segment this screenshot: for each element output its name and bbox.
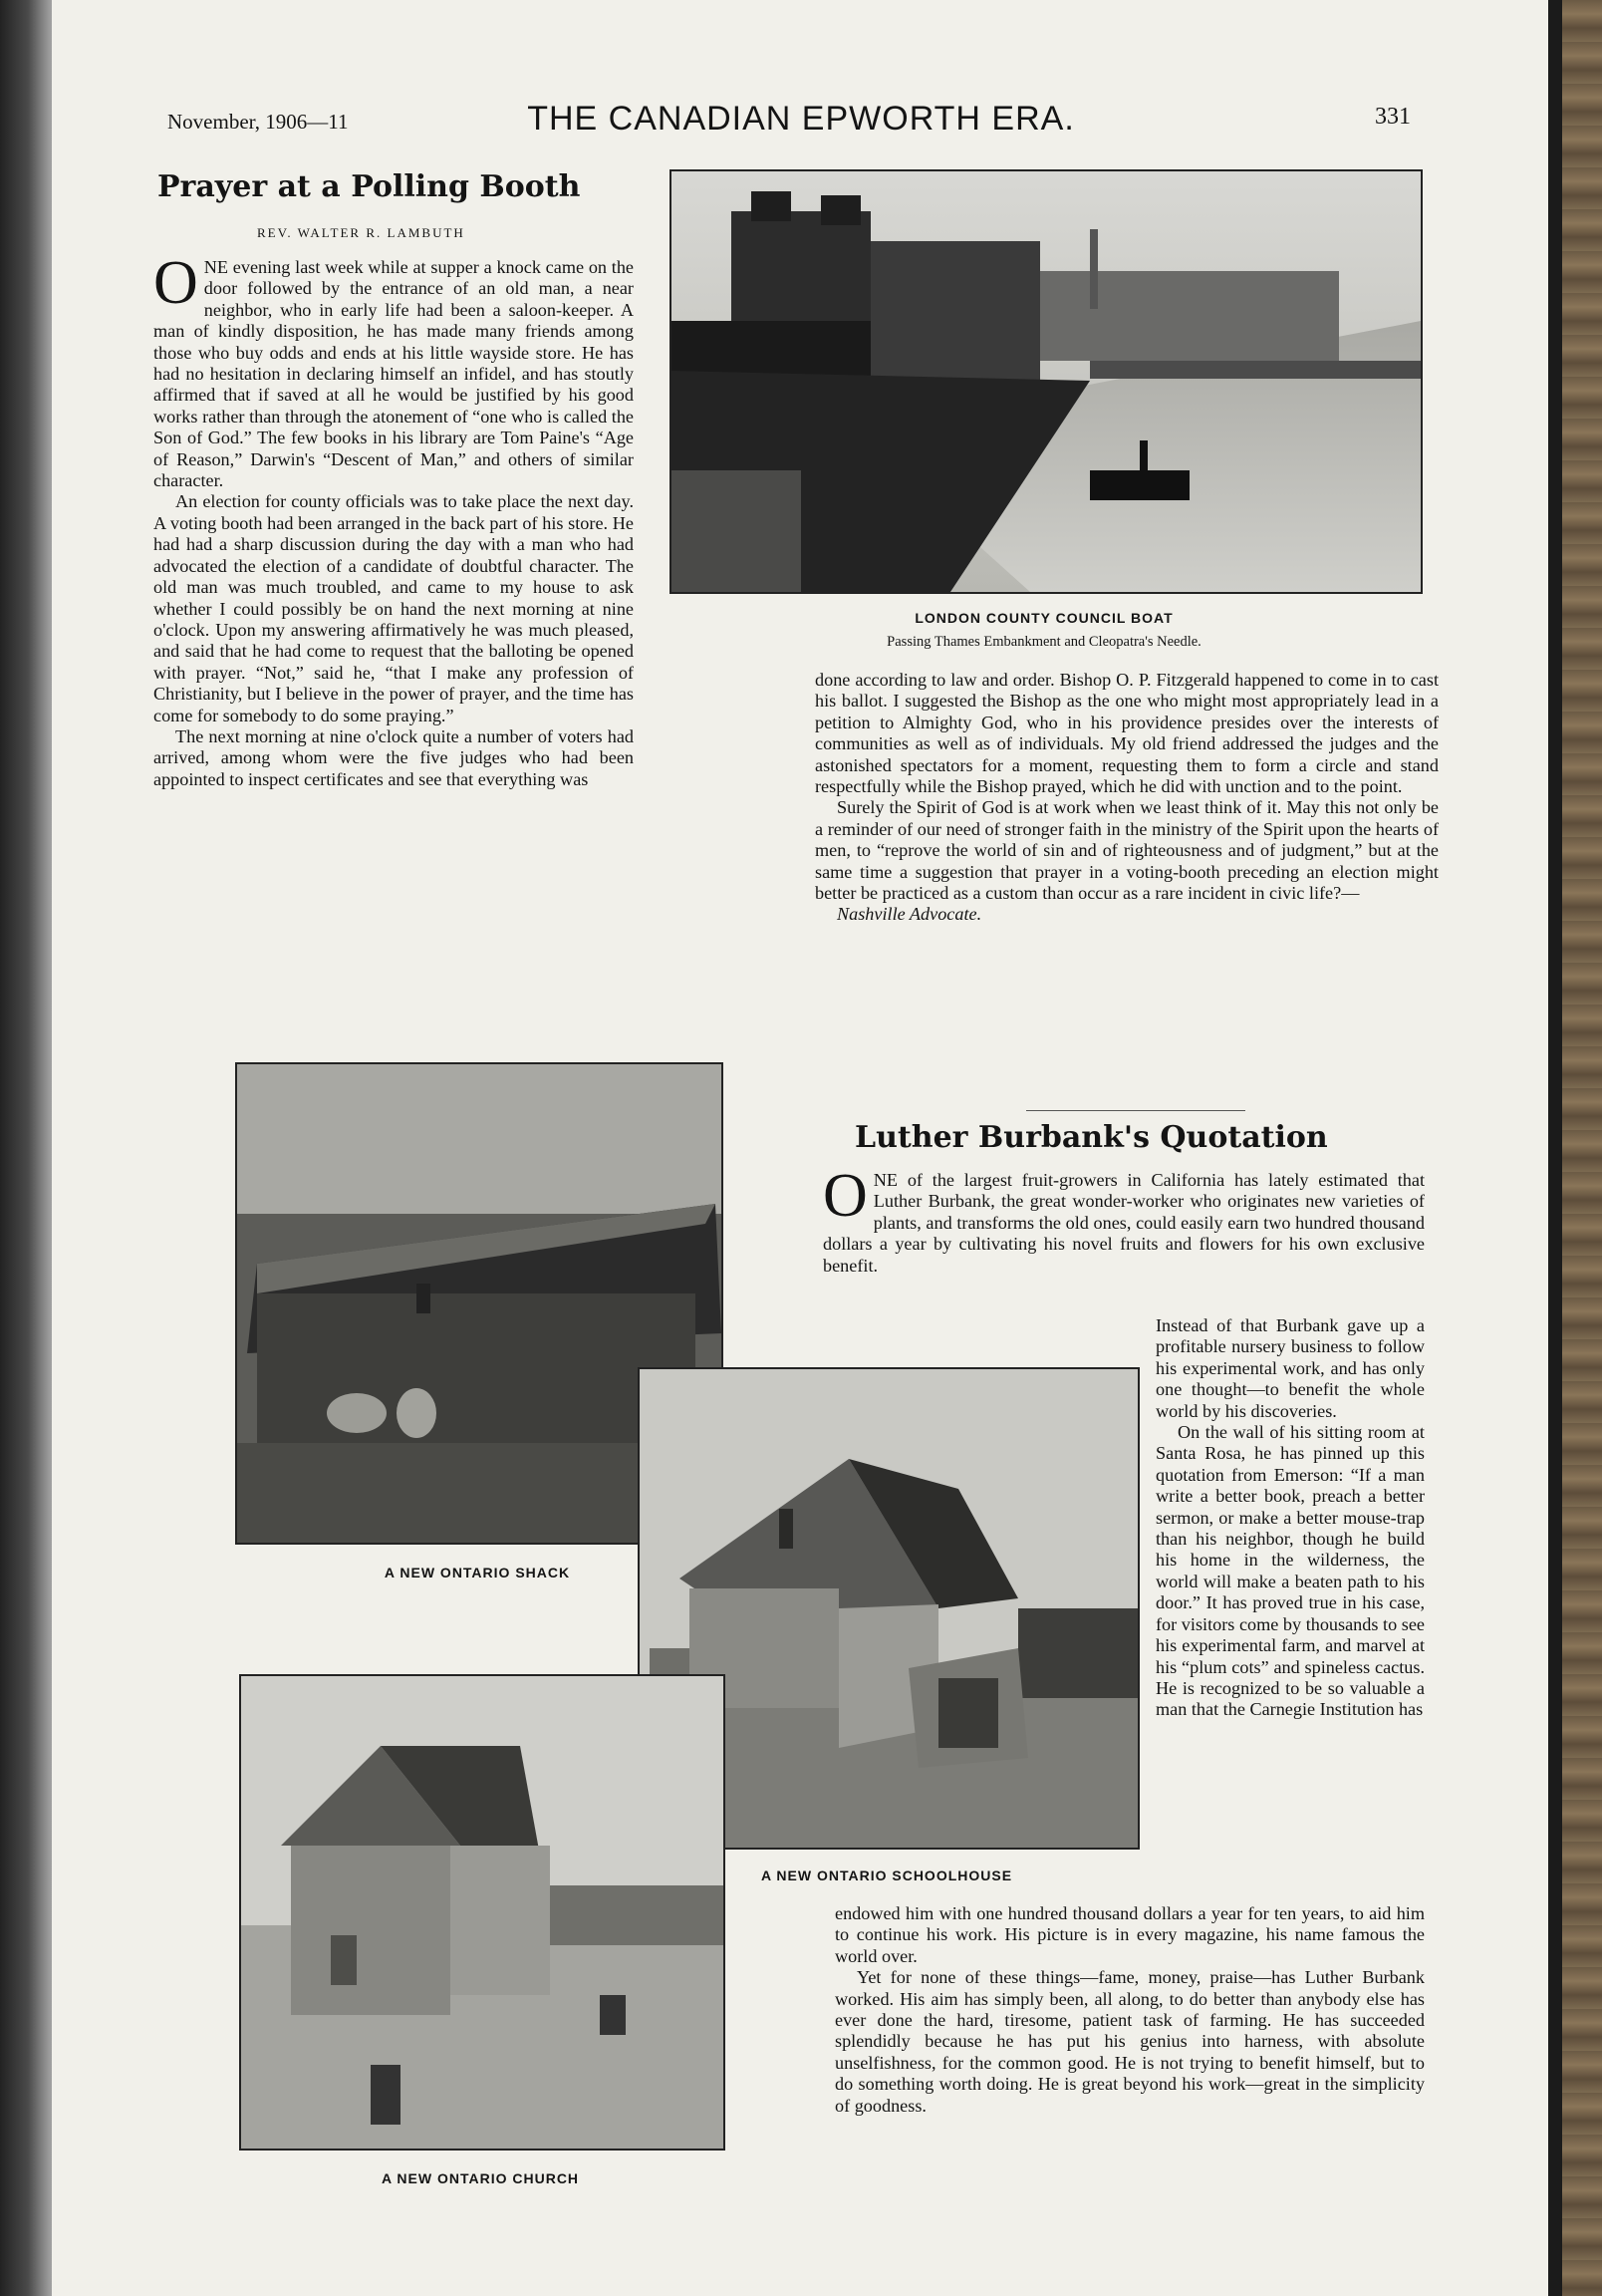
paragraph: done according to law and order. Bishop O. P. Fitzgerald happened to come in to cast his ballot. I suggested the Bishop as the one who might most appropriately lead in a petition to Almighty God, who in his providence presides over the interests of communities as well as of individuals. My old friend addressed the judges and the astonished spectators for a moment, requesting them to form a circle and stand respectfully while the Bishop prayed, which he did with unction and to the point. [815, 670, 1439, 797]
paragraph: Instead of that Burbank gave up a profitable nursery business to follow his experimental work, and has only one thought—to benefit the whole world by his discoveries. [1156, 1315, 1425, 1421]
photo-subcaption-london: Passing Thames Embankment and Cleopatra's Needle. [887, 634, 1202, 650]
paragraph: The next morning at nine o'clock quite a number of voters had arrived, among whom were the five judges who had been appointed to inspect certificates and see that everything was [153, 725, 634, 789]
book-spine-edge-right [1548, 0, 1602, 2296]
photo-caption-schoolhouse: A NEW ONTARIO SCHOOLHOUSE [760, 1867, 1013, 1883]
paragraph: An election for county officials was to take place the next day. A voting booth had been arranged in the back part of his store. He had had a sharp discussion during the day with a man who had advocated the election of a candidate of doubtful character. The old man was much troubled, and came to my house to ask whether I could possibly be on hand the next morning at nine o'clock. Upon my answering affirmatively he was much pleased, and said that he had come to request that the balloting be opened with prayer. “Not,” said he, “that I make any profession of Christianity, but I believe in the power of prayer, and the time has come for somebody to do some praying.” [153, 491, 634, 725]
photo-caption-shack: A NEW ONTARIO SHACK [384, 1565, 571, 1580]
article-title-burbank: Luther Burbank's Quotation [855, 1120, 1328, 1155]
paragraph: NE evening last week while at supper a knock came on the door followed by the entrance of an old man, a near neighbor, who in early life had been a saloon-keeper. A man of kindly disposition, he has made many friends among those who buy odds and ends at his little wayside store. He has had no hesitation in declaring himself an infidel, and has stoutly affirmed that if saved at all he would be justified by his good works rather than through the atonement of “one who is called the Son of God.” The few books in his library are Tom Paine's “Age of Reason,” Darwin's “Descent of Man,” and others of similar character. [153, 257, 634, 491]
article1-column-right [815, 670, 1439, 926]
article-title-prayer: Prayer at a Polling Booth [157, 169, 581, 204]
paragraph: On the wall of his sitting room at Santa Rosa, he has pinned up this quotation from Emerson: “If a man write a better book, preach a better sermon, or make a better mouse-trap than his neighbor, though he build his home in the wilderness, the world will make a beaten path to his door.” It has proved true in his case, for visitors come by thousands to see his experimental farm, and marvel at his “plum cots” and spineless cactus. He is recognized to be so valuable a man that the Carnegie Institution has [1156, 1422, 1425, 1720]
article2-narrow-column [1156, 1315, 1425, 1721]
church-image [241, 1676, 723, 2149]
photo-caption-london: LONDON COUNTY COUNCIL BOAT [915, 610, 1174, 626]
paragraph: Yet for none of these things—fame, money, praise—has Luther Burbank worked. His aim has simply been, all along, to do better than anybody else has ever done the hard, tiresome, patient task of farming. He has succeeded splendidly because he has put his genius into harness, with absolute unselfishness, for the common good. He is not trying to benefit himself, but to do something worth doing. He is great beyond his work—great in the simplicity of goodness. [835, 1967, 1425, 2116]
article1-column-left [153, 249, 634, 790]
source-signature: Nashville Advocate. [837, 904, 982, 925]
photo-ontario-church [239, 1674, 725, 2151]
dropcap: O [823, 1162, 868, 1230]
paragraph: endowed him with one hundred thousand dollars a year for ten years, to aid him to continue his work. His picture is in every magazine, his name famous the world over. [835, 1903, 1425, 1966]
photo-caption-church: A NEW ONTARIO CHURCH [381, 2170, 580, 2186]
dropcap: O [153, 249, 198, 317]
paragraph: NE of the largest fruit-growers in California has lately estimated that Luther Burbank, the great wonder-worker who originates new varieties of plants, and transforms the old ones, could easily earn two hundred thousand dollars a year by cultivating his novel fruits and flowers for his own exclusive benefit. [823, 1170, 1425, 1276]
article2-bottom [835, 1903, 1425, 2117]
london-boat-image [671, 171, 1421, 592]
magazine-title: THE CANADIAN EPWORTH ERA. [527, 100, 1075, 138]
page-number: 331 [1375, 104, 1411, 130]
divider [1026, 1110, 1245, 1111]
paragraph: Surely the Spirit of God is at work when we least think of it. May this not only be a reminder of our need of stronger faith in the ministry of the Spirit upon the hearts of men, to “reprove the world of sin and of righteousness and of judgment,” but at the same time a suggestion that prayer in a voting-booth preceding an election might better be practiced as a custom than occur as a rare incident in civic life?— [815, 797, 1439, 904]
article2-intro [823, 1162, 1425, 1277]
photo-london-boat [669, 169, 1423, 594]
article-byline: REV. WALTER R. LAMBUTH [257, 225, 465, 240]
issue-date: November, 1906—11 [167, 110, 349, 134]
